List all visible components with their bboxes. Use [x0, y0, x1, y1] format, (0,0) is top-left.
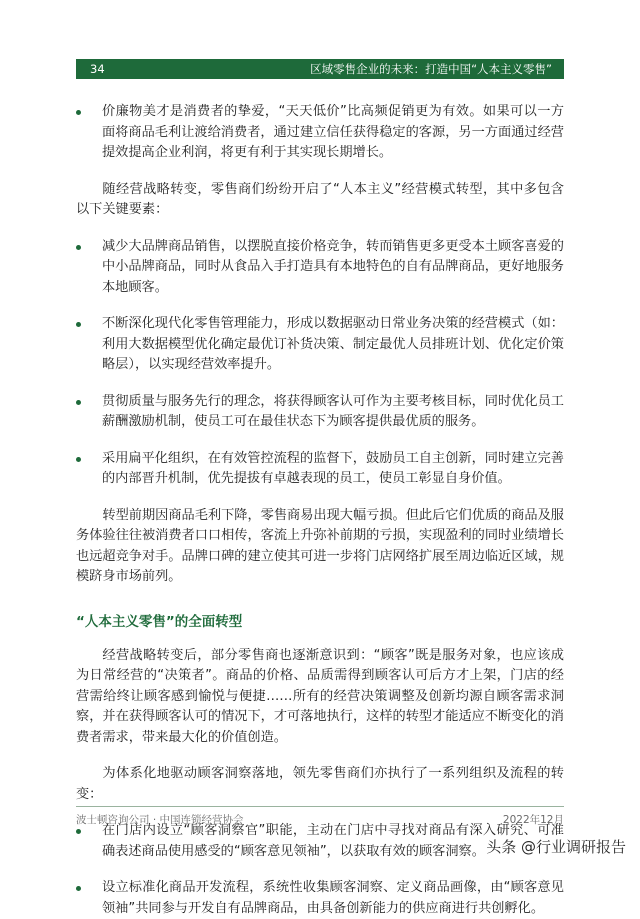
list-item [76, 237, 564, 299]
bullet-dot-icon [76, 322, 81, 327]
section-title: “人本主义零售”的全面转型 [76, 613, 243, 630]
footer-divider [76, 806, 564, 807]
footer-date: 2022年12月 [502, 814, 564, 826]
paragraph: 随经营战略转变，零售商们纷纷开启了“人本主义”经营模式转型，其中多包含以下关键要素： [76, 181, 564, 217]
bullet-text: 设立标准化商品开发流程，系统性收集顾客洞察、定义商品画像，由“顾客意见领袖”共同参与开发自有品牌商品，由具备创新能力的供应商进行共创孵化。 [102, 880, 564, 916]
bullet-dot-icon [76, 110, 81, 115]
list-item [76, 102, 564, 164]
page-body [76, 92, 564, 919]
list-item [76, 314, 564, 376]
bullet-dot-icon [76, 829, 81, 834]
bullet-text: 采用扁平化组织，在有效管控流程的监督下，鼓励员工自主创新，同时建立完善的内部晋升机制，优先提拔有卓越表现的员工，使员工彰显自身价值。 [102, 450, 564, 486]
list-item [76, 878, 564, 919]
paragraph: 为体系化地驱动顾客洞察落地，领先零售商们亦执行了一系列组织及流程的转变： [76, 766, 564, 802]
bullet-dot-icon [76, 400, 81, 405]
bullet-text: 贯彻质量与服务先行的理念，将获得顾客认可作为主要考核目标，同时优化员工薪酬激励机制，使员工可在最佳状态下为顾客提供最优质的服务。 [102, 393, 564, 429]
bullet-text: 减少大品牌商品销售，以摆脱直接价格竞争，转而销售更多更受本土顾客喜爱的中小品牌商品，同时从食品入手打造具有本地特色的自有品牌商品，更好地服务本地顾客。 [102, 238, 564, 295]
list-item [76, 449, 564, 490]
running-title: 区域零售企业的未来：打造中国“人本主义零售” [310, 62, 552, 76]
source-watermark: 头条 @行业调研报告 [486, 838, 626, 856]
paragraph: 经营战略转变后，部分零售商也逐渐意识到：“顾客”既是服务对象，也应该成为日常经营的“决策者”。商品的价格、品质需得到顾客认可后方才上架，门店的经营需给终让顾客感到愉悦与便捷……所有的经营决策调整及创新均源自顾客需求洞察，并在获得顾客认可的情况下，才可落地执行，这样的转型才能适应不断变化的消费者需求，带来最大化的价值创造。 [76, 647, 564, 745]
bullet-dot-icon [76, 457, 81, 462]
footer-publisher: 波士顿咨询公司 · 中国连锁经营协会 [76, 814, 244, 826]
page-footer [76, 812, 564, 827]
bullet-text: 在门店内设立“顾客洞察官”职能，主动在门店中寻找对商品有深入研究、可准确表述商品使用感受的“顾客意见领袖”，以获取有效的顾客洞察。 [102, 823, 564, 859]
running-header [76, 59, 564, 79]
bullet-dot-icon [76, 245, 81, 250]
bullet-text: 不断深化现代化零售管理能力，形成以数据驱动日常业务决策的经营模式（如：利用大数据模型优化确定最优订补货决策、制定最优人员排班计划、优化定价策略层），以实现经营效率提升。 [102, 316, 564, 372]
bullet-text: 价廉物美才是消费者的挚爱，“天天低价”比高频促销更为有效。如果可以一方面将商品毛利让渡给消费者，通过建立信任获得稳定的客源，另一方面通过经营提效提高企业利润，将更有利于其实现长期增长。 [102, 104, 564, 160]
bullet-dot-icon [76, 886, 81, 891]
page-number: 34 [90, 62, 105, 76]
paragraph: 转型前期因商品毛利下降，零售商易出现大幅亏损。但此后它们优质的商品及服务体验往往被消费者口口相传，客流上升弥补前期的亏损，实现盈利的同时业绩增长也远超竞争对手。品牌口碑的建立使其可进一步将门店网络扩展至周边临近区域，规模跻身市场前列。 [76, 507, 564, 584]
list-item [76, 392, 564, 433]
